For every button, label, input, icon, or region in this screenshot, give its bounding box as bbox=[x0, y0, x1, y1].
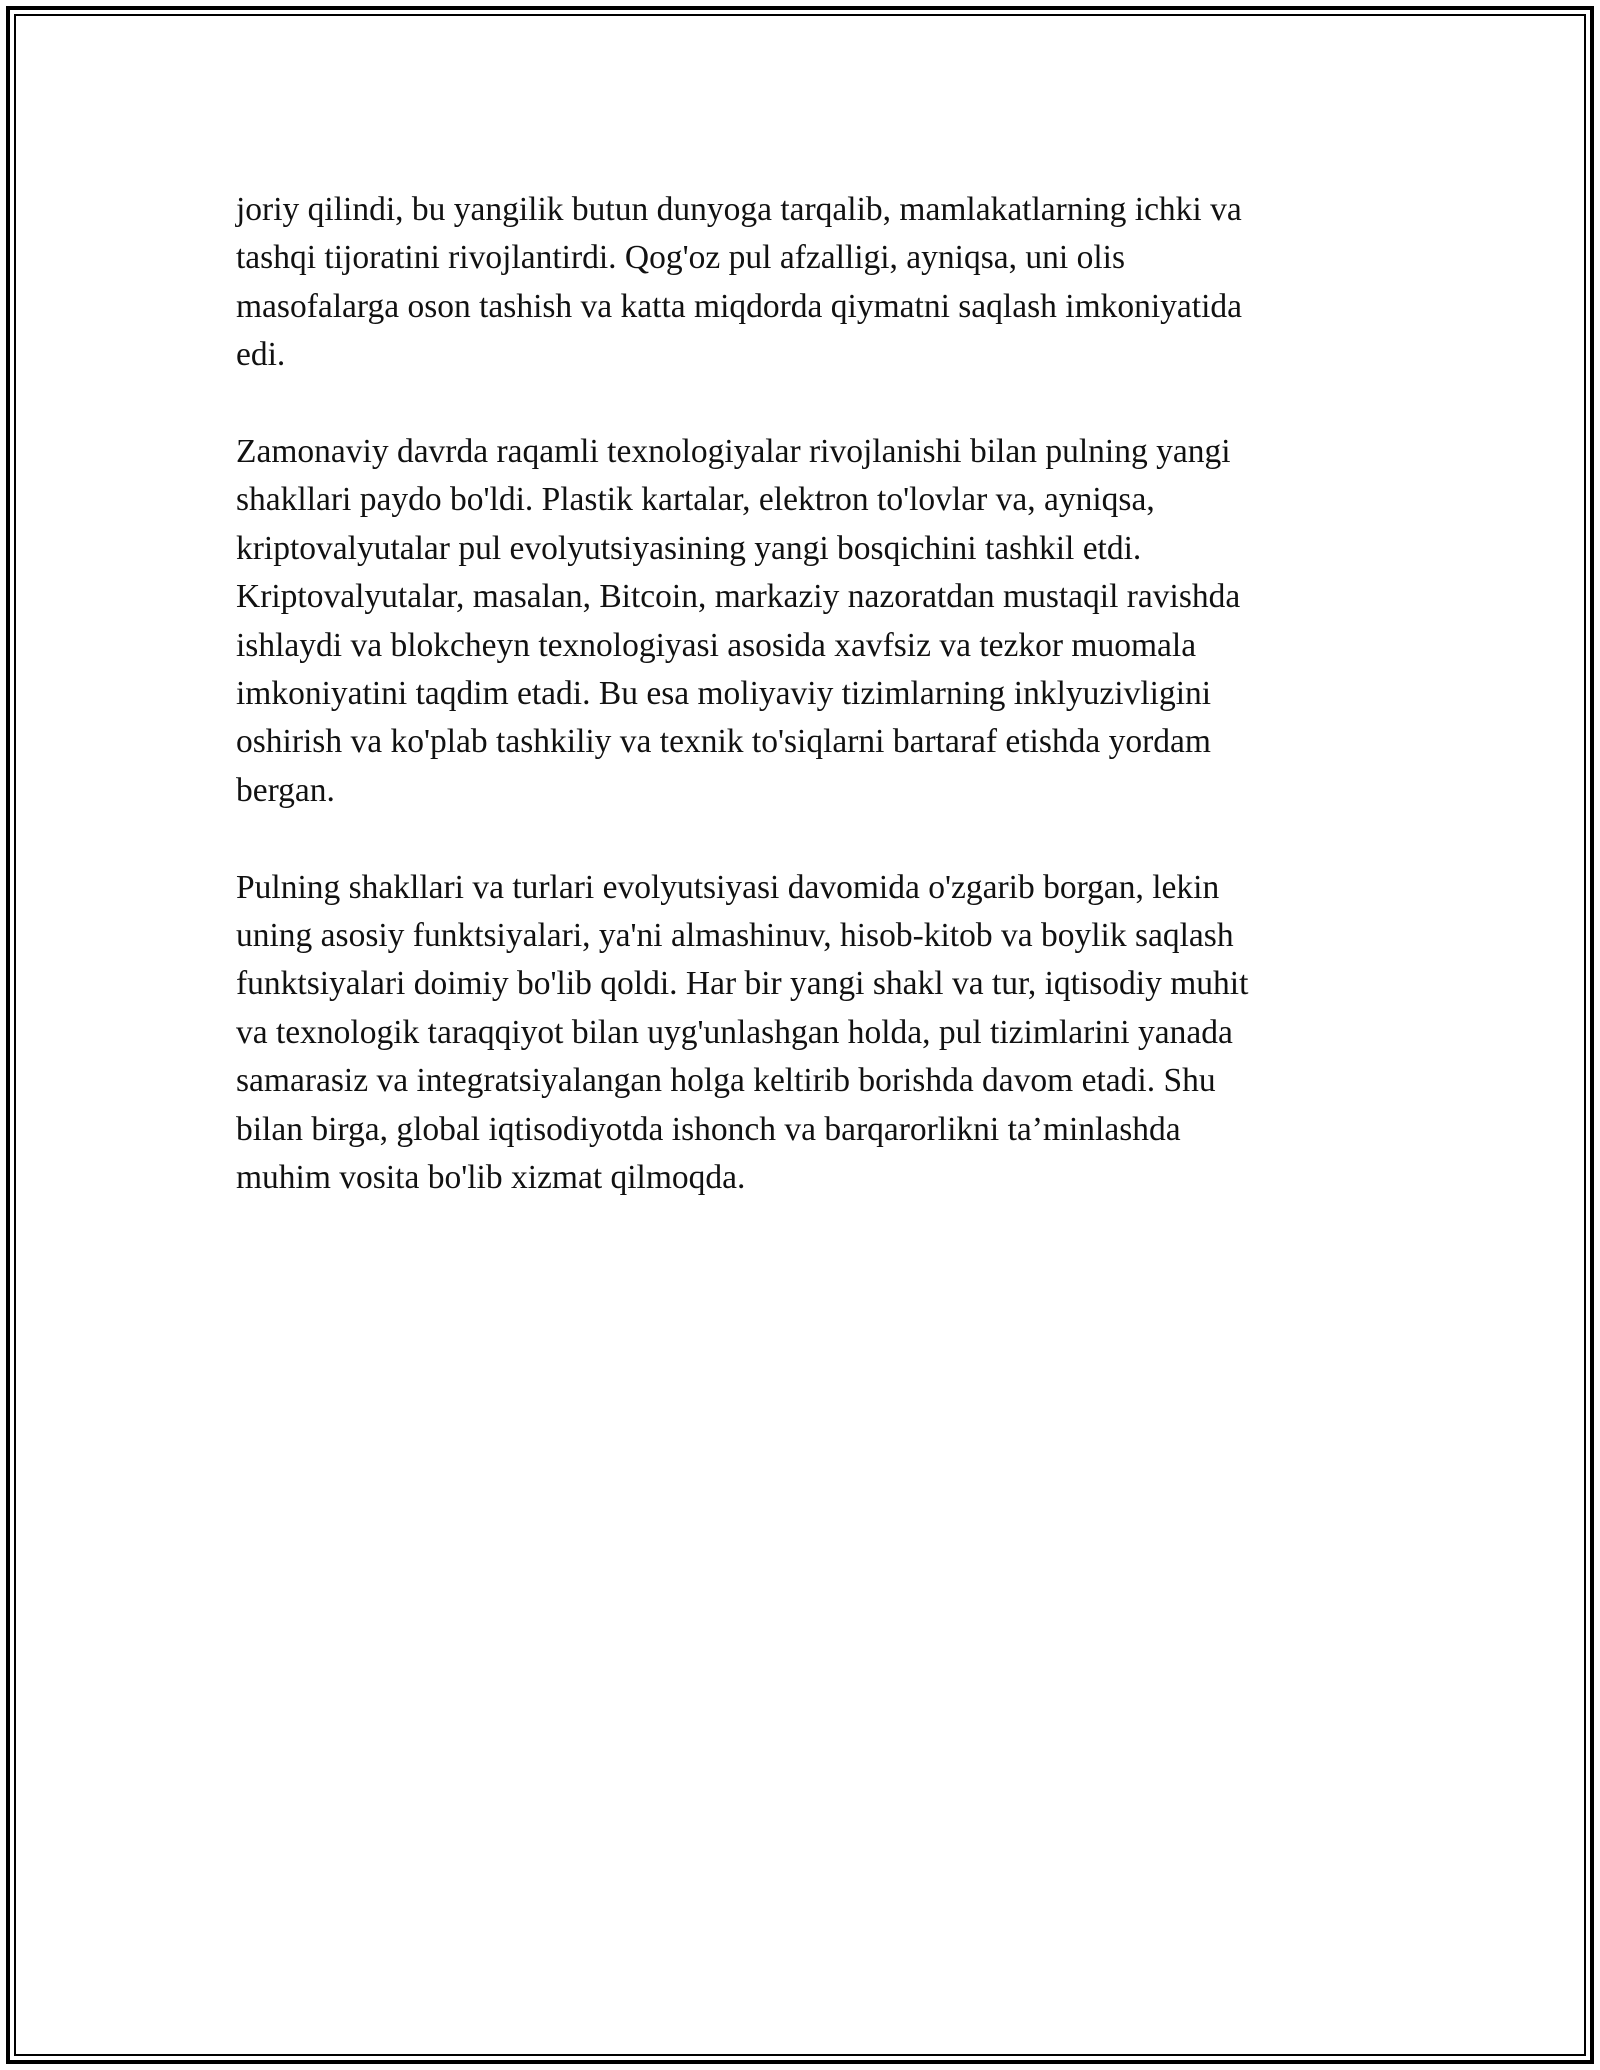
paragraph-digital-money: Zamonaviy davrda raqamli texnologiyalar rivojlanishi bilan pulning yangi shakllari paydo bo'ldi. Plastik kartalar, elektron to'lovlar va, ayniqsa, kriptovalyutalar pul evolyutsiyasining yangi bosqichini tashkil etdi. Kriptovalyutalar, masalan, Bitcoin, markaziy nazoratdan mustaqil ravishda ishlaydi va blokcheyn texnologiyasi asosida xavfsiz va tezkor muomala imkoniyatini taqdim etadi. Bu esa moliyaviy tizimlarning inklyuzivligini oshirish va ko'plab tashkiliy va texnik to'siqlarni bartaraf etishda yordam bergan. bbox=[236, 433, 1241, 809]
paragraph-money-functions: Pulning shakllari va turlari evolyutsiyasi davomida o'zgarib borgan, lekin uning asosiy funktsiyalari, ya'ni almashinuv, hisob-kitob va boylik saqlash funktsiyalari doimiy bo'lib qoldi. Har bir yangi shakl va tur, iqtisodiy muhit va texnologik taraqqiyot bilan uyg'unlashgan holda, pul tizimlarini yanada samarasiz va integratsiyalangan holga keltirib borishda davom etadi. Shu bilan birga, global iqtisodiyotda ishonch va barqarorlikni ta’minlashda muhim vosita bo'lib xizmat qilmoqda. bbox=[236, 868, 1249, 1197]
paragraph-paper-money: joriy qilindi, bu yangilik butun dunyoga tarqalib, mamlakatlarning ichki va tashqi tijoratini rivojlantirdi. Qog'oz pul afzalligi, ayniqsa, uni olis masofalarga oson tashish va katta miqdorda qiymatni saqlash imkoniyatida edi. bbox=[236, 191, 1243, 374]
document-body bbox=[236, 186, 1356, 1251]
